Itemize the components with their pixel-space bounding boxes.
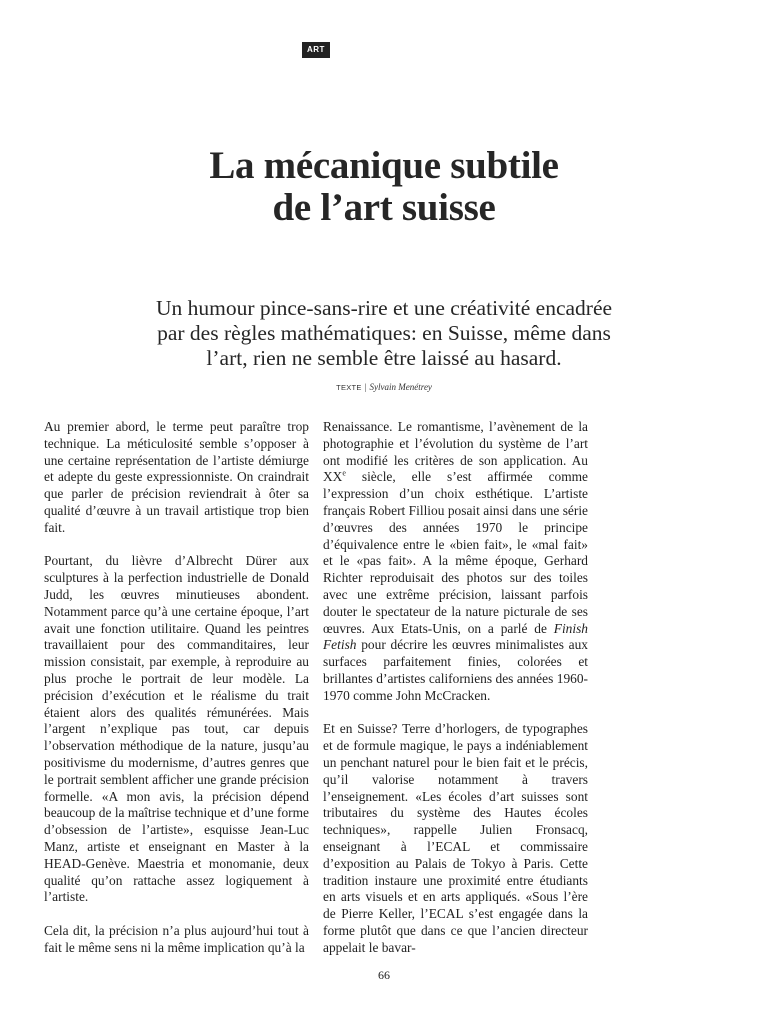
- text-run: Renaissance. Le romantisme, l’avènement de la photographie et l’évolution du système de l’art ont modifié les critères de son application. Au XX: [323, 419, 588, 485]
- byline-separator: |: [364, 382, 367, 392]
- paragraph: [323, 419, 588, 705]
- title-line: de l’art suisse: [272, 186, 496, 229]
- text-run: pour décrire les œuvres minimalistes aux surfaces parfaitement finies, colorées et brillantes d’artistes californiens des années 1960-1970 comme John McCracken.: [323, 637, 588, 703]
- byline: [0, 382, 768, 392]
- page-number: 66: [378, 968, 390, 982]
- text-run: siècle, elle s’est affirmée comme l’expression d’un choix esthétique. L’artiste français Robert Filliou posait ainsi dans une série d’œuvres des années 1970 le principe d’équivalence entre le «bien fait», le «mal fait» et le «pas fait». A la même époque, Gerhard Richter reproduisait des photos sur des toiles avec une extrême précision, laissant parfois douter le spectateur de la nature picturale de ses œuvres. Aux Etats-Unis, on a parlé de: [323, 469, 588, 636]
- lead-line: Un humour pince-sans-rire et une créativité encadrée: [155, 296, 613, 320]
- title-line: La mécanique subtile: [209, 144, 559, 187]
- section-tag: ART: [302, 42, 330, 58]
- paragraph: Cela dit, la précision n’a plus aujourd’hui tout à fait le même sens ni la même implication qu’à la: [44, 922, 309, 955]
- paragraph: Et en Suisse? Terre d’horlogers, de typographes et de formule magique, le pays a indéniablement un penchant naturel pour le bien fait et le précis, qu’il valorise notamment à travers l’enseignement. «Les écoles d’art suisses sont tributaires du système des Hautes écoles techniques», rappelle Julien Fronsacq, enseignant à l’ECAL et commissaire d’exposition au Palais de Tokyo à Paris. Cette tradition instaure une proximité entre étudiants en arts visuels et en arts appliqués. «Sous l’ère de Pierre Keller, l’ECAL s’est engagée dans la forme plutôt que dans ce que l’ancien directeur appelait le bavar-: [323, 721, 588, 955]
- emphasis: Finish Fetish: [323, 620, 588, 653]
- lead-line: par des règles mathématiques: en Suisse, même dans: [157, 321, 611, 345]
- left-column: [44, 419, 309, 955]
- article-lead: [40, 296, 728, 371]
- right-column: [323, 419, 588, 955]
- lead-line: l’art, rien ne semble être laissé au hasard.: [206, 346, 562, 370]
- paragraph: Au premier abord, le terme peut paraître trop technique. La méticulosité semble s’opposer à une certaine représentation de l’artiste démiurge et adepte du geste expressionniste. On craindrait que parler de précision reviendrait à ôter sa qualité d’œuvre à un travail artistique trop bien fait.: [44, 419, 309, 535]
- paragraph: Pourtant, du lièvre d’Albrecht Dürer aux sculptures à la perfection industrielle de Donald Judd, les œuvres minutieuses abondent. Notamment parce qu’à une certaine époque, l’art avait une fonction utilitaire. Quand les peintres travaillaient pour des commanditaires, leur mission consistait, par exemple, à reproduire au plus proche le portrait de leur modèle. La précision d’exécution et le réalisme du trait étaient alors des qualités rémunérées. Mais l’argent n’explique pas tout, car depuis l’observation méthodique de la nature, jusqu’au positivisme du modernisme, d’autres genres que le portrait semblent afficher une grande précision formelle. «A mon avis, la précision dépend beaucoup de la maîtrise technique et d’une forme d’obsession de l’artiste», esquisse Jean-Luc Manz, artiste et enseignant en Master à la HEAD-Genève. Maestria et monomanie, deux qualité qu’on rattache assez logiquement à l’artiste.: [44, 553, 309, 905]
- superscript: e: [342, 468, 346, 478]
- article-title: [0, 145, 768, 229]
- byline-author: Sylvain Menétrey: [369, 382, 432, 392]
- byline-label: TEXTE: [336, 383, 362, 392]
